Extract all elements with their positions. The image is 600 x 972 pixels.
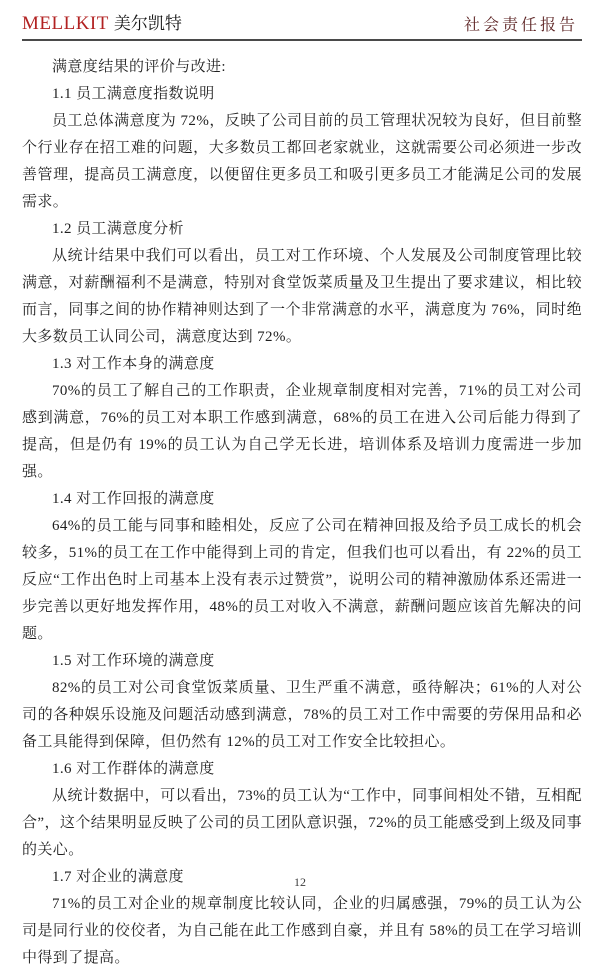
- document-title: 社会责任报告: [463, 17, 578, 34]
- section-paragraph-1: 员工总体满意度为 72%，反映了公司目前的员工管理状况较为良好，但目前整个行业存在招工难的问题，大多数员工都回老家就业，这就需要公司必须进一步改善管理，提高员工满意度，以便留住更多员工和吸引更多员工才能满足公司的发展需求。: [22, 113, 582, 210]
- brand-name-chinese: 美尔凯特: [113, 14, 182, 33]
- section-heading-4: 1.4 对工作回报的满意度: [52, 491, 215, 507]
- section-heading-5: 1.5 对工作环境的满意度: [52, 653, 215, 669]
- section-paragraph-3: 70%的员工了解自己的工作职责，企业规章制度相对完善，71%的员工对公司感到满意，76%的员工对本职工作感到满意，68%的员工在进入公司后能力得到了提高，但是仍有 19%的员工认为自己学无长进，培训体系及培训力度需进一步加强。: [22, 383, 582, 480]
- section-paragraph-2: 从统计结果中我们可以看出，员工对工作环境、个人发展及公司制度管理比较满意，对薪酬福利不是满意，特别对食堂饭菜质量及卫生提出了要求建议，相比较而言，同事之间的协作精神则达到了一个非常满意的水平，满意度为 76%，同时绝大多数员工认同公司，满意度达到 72%。: [22, 248, 582, 345]
- page-footer: [0, 875, 600, 890]
- brand-logo-text: MELLKIT: [22, 13, 109, 34]
- section-heading-2: 1.2 员工满意度分析: [52, 221, 184, 237]
- section-paragraph-6: 从统计数据中，可以看出，73%的员工认为“工作中，同事间相处不错，互相配合”，这个结果明显反映了公司的员工团队意识强，72%的员工能感受到上级及同事的关心。: [22, 788, 582, 858]
- page-header: [22, 9, 582, 41]
- document-body: [22, 54, 582, 972]
- section-heading-7: 1.7 对企业的满意度: [52, 869, 184, 885]
- section-heading-3: 1.3 对工作本身的满意度: [52, 356, 215, 372]
- brand: [22, 9, 182, 35]
- section-heading-6: 1.6 对工作群体的满意度: [52, 761, 215, 777]
- page-number: 12: [294, 875, 306, 889]
- section-heading-1: 1.1 员工满意度指数说明: [52, 86, 215, 102]
- intro-line: 满意度结果的评价与改进:: [52, 59, 226, 75]
- section-paragraph-7: 71%的员工对企业的规章制度比较认同，企业的归属感强，79%的员工认为公司是同行业的佼佼者，为自己能在此工作感到自豪，并且有 58%的员工在学习培训中得到了提高。: [22, 896, 582, 966]
- section-paragraph-4: 64%的员工能与同事和睦相处，反应了公司在精神回报及给予员工成长的机会较多，51%的员工在工作中能得到上司的肯定，但我们也可以看出，有 22%的员工反应“工作出色时上司基本上没有表示过赞赏”，说明公司的精神激励体系还需进一步完善以更好地发挥作用，48%的员工对收入不满意，薪酬问题应该首先解决的问题。: [22, 518, 582, 642]
- section-paragraph-5: 82%的员工对公司食堂饭菜质量、卫生严重不满意，亟待解决；61%的人对公司的各种娱乐设施及问题活动感到满意，78%的员工对工作中需要的劳保用品和必备工具能得到保障，但仍然有 12%的员工对工作安全比较担心。: [22, 680, 582, 750]
